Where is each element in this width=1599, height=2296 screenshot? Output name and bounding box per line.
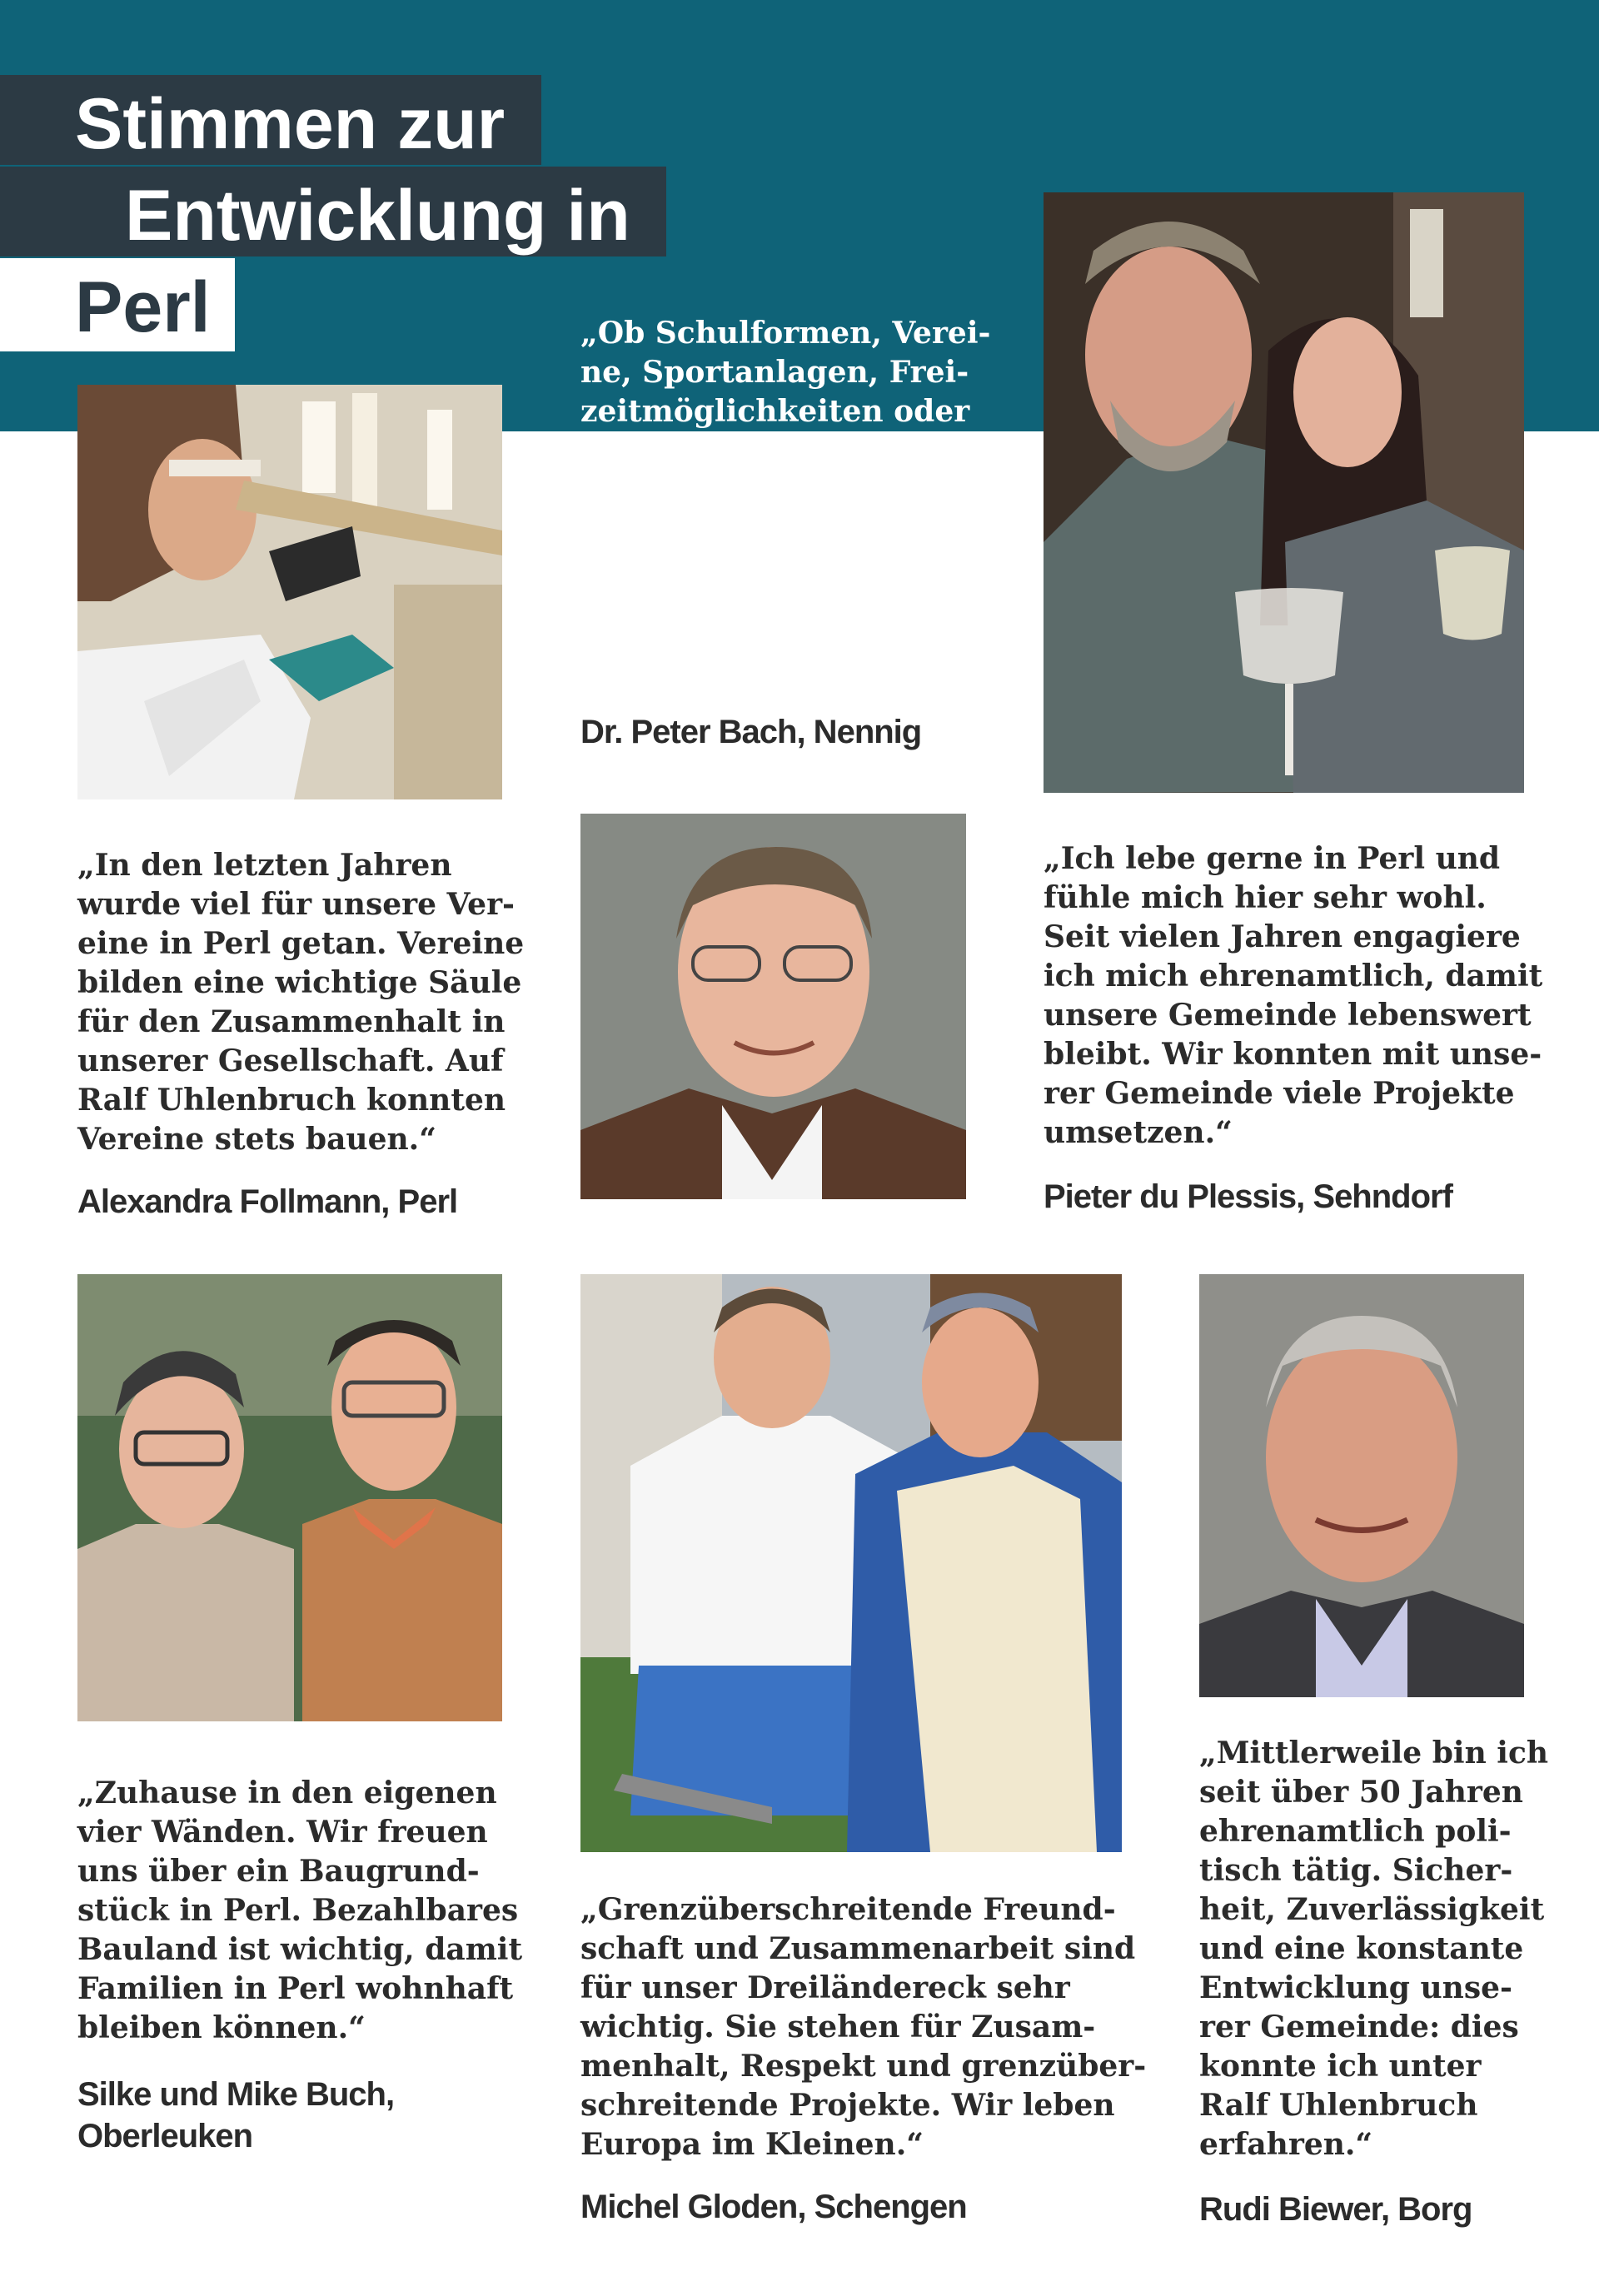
page-title-line-1: Stimmen zur (0, 75, 541, 165)
quote-alexandra-follmann: „In den letzten Jahren wurde viel für unsere Ver- eine in Perl getan. Vereine bilden eine wichtige Säule für den Zusammenhalt in unserer Gesellschaft. Auf Ralf Uhlenbruch konnten Vereine stets bauen.“ (77, 848, 525, 1157)
quote-michel-gloden: „Grenzüberschreitende Freund- schaft und Zusammenarbeit sind für unser Dreiländereck sehr wichtig. Sie stehen für Zusam- menhalt, Respekt und grenzüber- schreitende Projekte. Wir leben Europa im Kleinen.“ (580, 1892, 1147, 2162)
photo-couple-outdoors (77, 1274, 502, 1721)
author-alexandra-follmann: Alexandra Follmann, Perl (77, 1183, 458, 1220)
quote-silke-mike-buch: „Zuhause in den eigenen vier Wänden. Wir freuen uns über ein Baugrund- stück in Perl. Bezahlbares Bauland ist wichtig, damit Familien in Perl wohnhaft bleiben können.“ (77, 1776, 523, 2045)
author-silke-mike-buch: Silke und Mike Buch, Oberleuken (77, 2076, 395, 2154)
photo-portrait-glasses (580, 814, 966, 1199)
author-peter-bach: Dr. Peter Bach, Nennig (580, 714, 922, 750)
photo-older-man (1199, 1274, 1524, 1697)
photo-shooter (77, 385, 502, 799)
quote-pieter-du-plessis: „Ich lebe gerne in Perl und fühle mich hier sehr wohl. Seit vielen Jahren engagiere ich mich ehrenamtlich, damit unsere Gemeinde lebenswert bleibt. Wir konnten mit unse- rer Gemeinde viele Projekte umsetzen.“ (1044, 841, 1543, 1150)
page-title-line-2: Entwicklung in (0, 167, 666, 256)
author-pieter-du-plessis: Pieter du Plessis, Sehndorf (1044, 1178, 1452, 1215)
quote-rudi-biewer: „Mittlerweile bin ich seit über 50 Jahren ehrenamtlich poli- tisch tätig. Sicher- heit, Zuverlässigkeit und eine konstante Entwicklung unse- rer Gemeinde: dies konnte ich unter Ralf Uhlenbruch erfahren.“ (1199, 1736, 1549, 2162)
page-title-line-3: Perl (0, 258, 235, 351)
author-rudi-biewer: Rudi Biewer, Borg (1199, 2191, 1472, 2228)
quote-peter-bach: „Ob Schulformen, Verei- ne, Sportanlagen, Frei- zeitmöglichkeiten oder kulturelles Angebot: Perl hat sich in den letz- ten 10 Jahren einfach ideal entwickelt. Hier können sich Familien wohlfühlen.“ (580, 316, 994, 664)
photo-grilling (580, 1274, 1122, 1852)
author-michel-gloden: Michel Gloden, Schengen (580, 2189, 967, 2225)
photo-couple (1044, 192, 1524, 793)
